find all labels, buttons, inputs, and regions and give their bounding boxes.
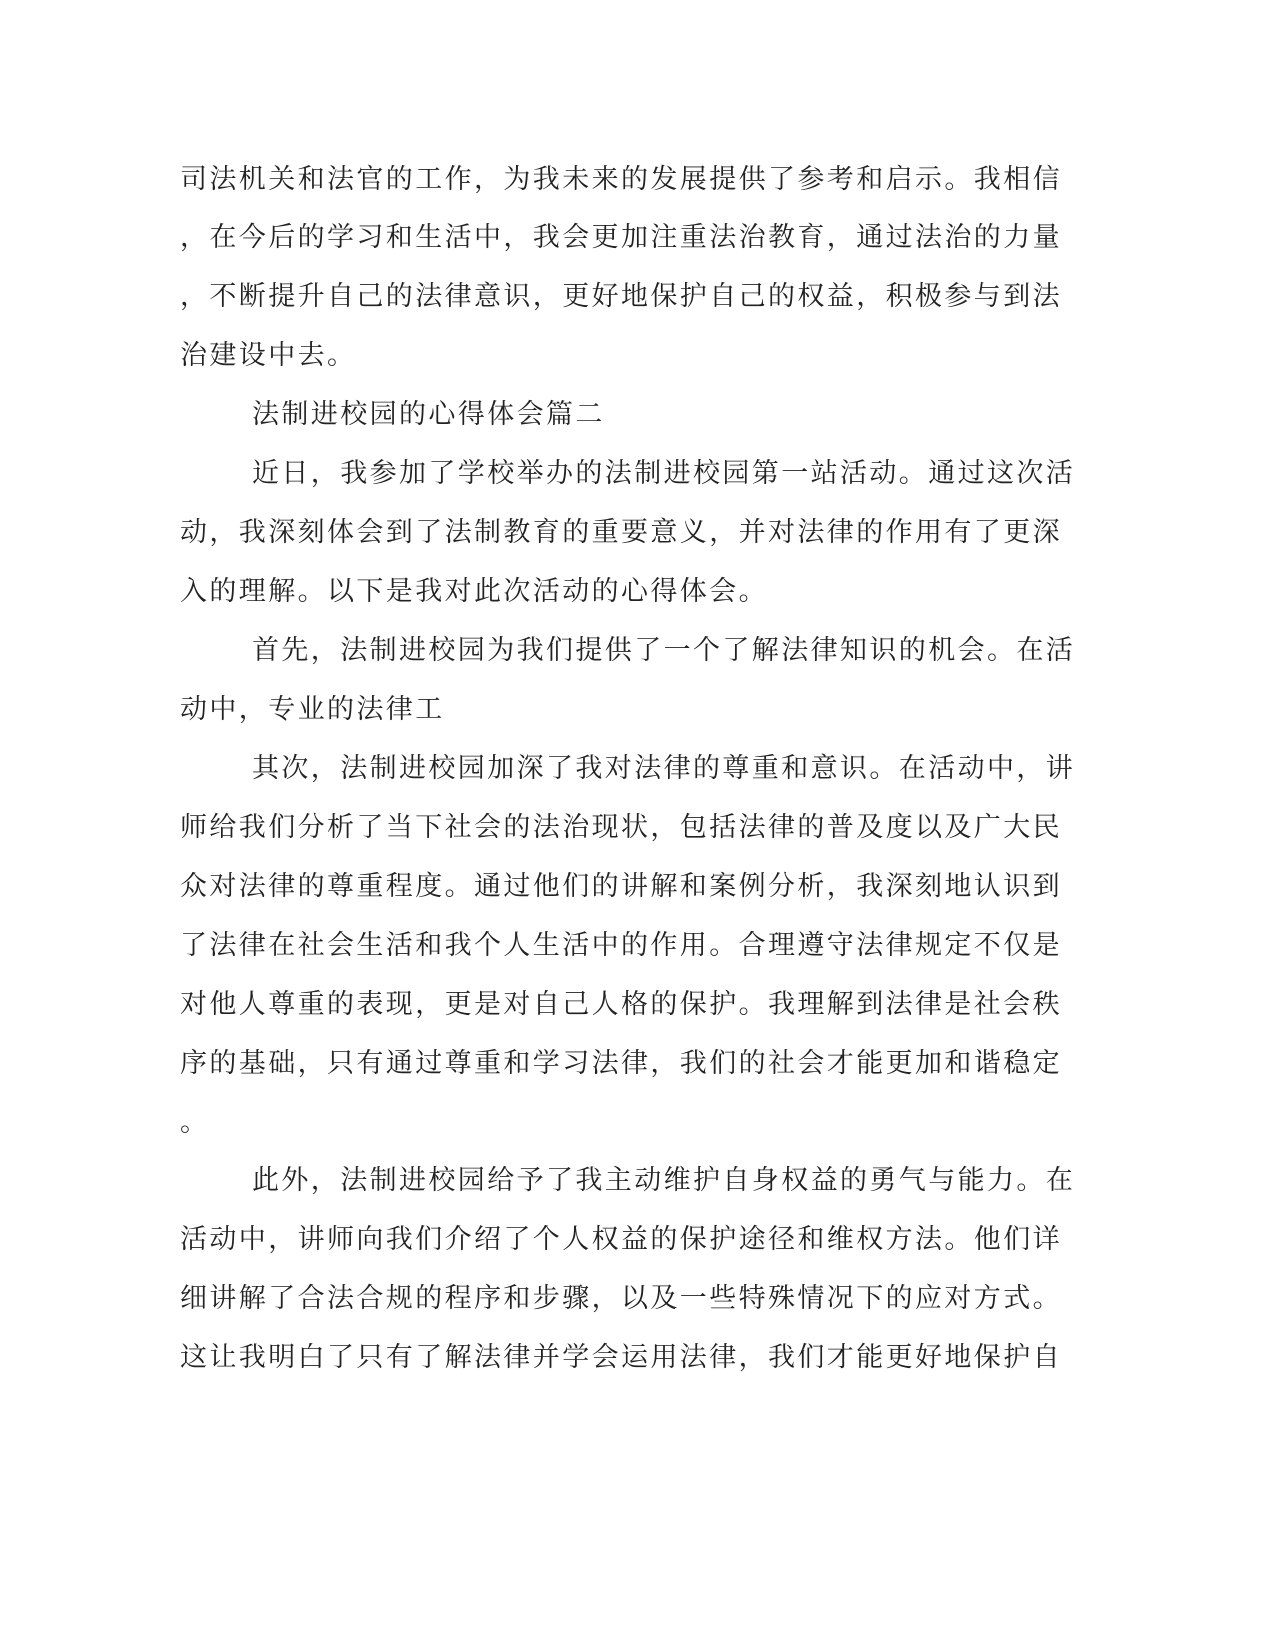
paragraph-first-line: 近日，我参加了学校举办的法制进校园第一站活动。通过这次活 — [252, 458, 1076, 489]
text-line: 了法律在社会生活和我个人生活中的作用。合理遵守法律规定不仅是 — [180, 930, 1062, 961]
text-line: 对他人尊重的表现，更是对自己人格的保护。我理解到法律是社会秩 — [180, 989, 1062, 1020]
text-line: 活动中，讲师向我们介绍了个人权益的保护途径和维权方法。他们详 — [180, 1224, 1062, 1255]
text-line: ，在今后的学习和生活中，我会更加注重法治教育，通过法治的力量 — [180, 222, 1062, 253]
paragraph-first-line: 首先，法制进校园为我们提供了一个了解法律知识的机会。在活 — [252, 635, 1076, 666]
text-line: 入的理解。以下是我对此次活动的心得体会。 — [180, 576, 768, 607]
text-line: 序的基础，只有通过尊重和学习法律，我们的社会才能更加和谐稳定 — [180, 1048, 1062, 1079]
paragraph-first-line: 其次，法制进校园加深了我对法律的尊重和意识。在活动中，讲 — [252, 753, 1076, 784]
text-line: 治建设中去。 — [180, 340, 357, 371]
text-line: 动中，专业的法律工 — [180, 694, 445, 725]
text-line: ，不断提升自己的法律意识，更好地保护自己的权益，积极参与到法 — [180, 281, 1062, 312]
text-line: 动，我深刻体会到了法制教育的重要意义，并对法律的作用有了更深 — [180, 517, 1062, 548]
text-line: 细讲解了合法合规的程序和步骤，以及一些特殊情况下的应对方式。 — [180, 1283, 1062, 1314]
text-line: 师给我们分析了当下社会的法治现状，包括法律的普及度以及广大民 — [180, 812, 1062, 843]
text-line: 众对法律的尊重程度。通过他们的讲解和案例分析，我深刻地认识到 — [180, 871, 1062, 902]
paragraph-first-line: 此外，法制进校园给予了我主动维护自身权益的勇气与能力。在 — [252, 1165, 1076, 1196]
section-heading: 法制进校园的心得体会篇二 — [252, 399, 605, 430]
text-line: 司法机关和法官的工作，为我未来的发展提供了参考和启示。我相信 — [180, 164, 1062, 195]
text-line: 。 — [180, 1107, 210, 1138]
text-line: 这让我明白了只有了解法律并学会运用法律，我们才能更好地保护自 — [180, 1342, 1062, 1373]
